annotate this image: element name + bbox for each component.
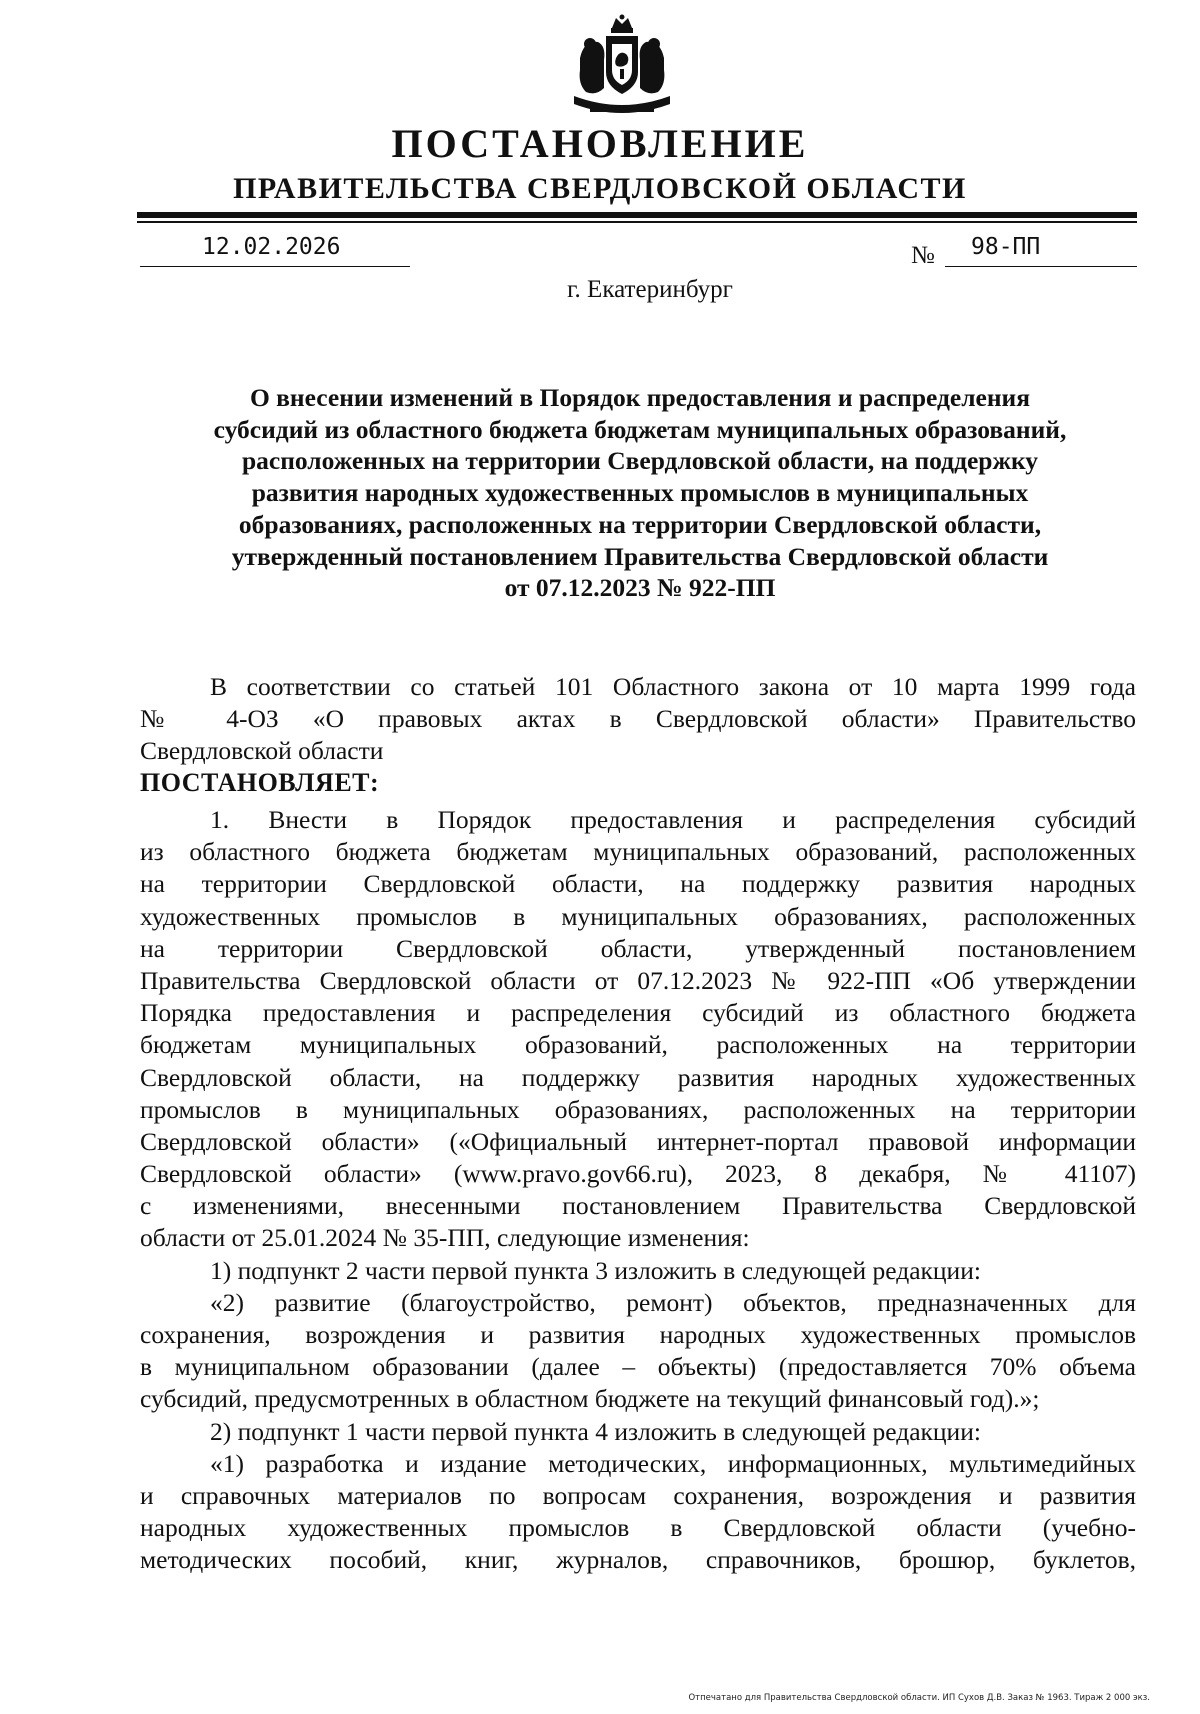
body-line: 2) подпункт 1 части первой пункта 4 изложить в следующей редакции: [210, 1416, 981, 1446]
heading-line: от 07.12.2023 № 922-ПП [504, 573, 776, 603]
print-note: Отпечатано для Правительства Свердловской области. ИП Сухов Д.В. Заказ № 1963. Тираж 2 000 экз. [688, 1693, 1150, 1703]
heading-line: О внесении изменений в Порядок предоставления и распределения [249, 383, 1031, 412]
number-label: № [911, 242, 935, 269]
document-number: 98-ПП [971, 234, 1041, 260]
number-field [945, 232, 1137, 267]
body-line: на территории Свердловской области, утвержденный постановлением [140, 933, 1136, 963]
decree-body [140, 804, 1136, 1577]
header-divider-thin [137, 221, 1137, 223]
document-subtitle: ПРАВИТЕЛЬСТВА СВЕРДЛОВСКОЙ ОБЛАСТИ [233, 172, 967, 205]
body-line: и справочных материалов по вопросам сохранения, возрождения и развития [140, 1480, 1136, 1510]
body-line: методических пособий, книг, журналов, справочников, брошюр, буклетов, [140, 1545, 1136, 1575]
document-date: 12.02.2026 [202, 234, 341, 260]
body-line: из областного бюджета бюджетам муниципальных образований, расположенных [140, 837, 1136, 867]
preamble-line: Свердловской области [140, 736, 384, 766]
body-line: в муниципальном образовании (далее – объекты) (предоставляется 70% объема [140, 1352, 1136, 1382]
body-line: 1) подпункт 2 части первой пункта 3 изложить в следующей редакции: [210, 1255, 981, 1285]
body-line: субсидий, предусмотренных в областном бюджете на текущий финансовый год).»; [140, 1384, 1040, 1414]
preamble-line: № 4-ОЗ «О правовых актах в Свердловской области» Правительство [140, 704, 1136, 734]
date-field [140, 232, 410, 267]
body-line: промыслов в муниципальных образованиях, расположенных на территории [140, 1094, 1136, 1124]
preamble [140, 671, 1136, 768]
heading-line: образованиях, расположенных на территории Свердловской области, [238, 509, 1042, 539]
body-line: Правительства Свердловской области от 07.12.2023 № 922-ПП «Об утверждении [140, 965, 1136, 995]
preamble-line: В соответствии со статьей 101 Областного закона от 10 марта 1999 года [210, 672, 1136, 701]
body-line: области от 25.01.2024 № 35-ПП, следующие изменения: [140, 1223, 750, 1253]
header-divider-thick [137, 212, 1137, 218]
body-line: «1) разработка и издание методических, информационных, мультимедийных [210, 1448, 1136, 1478]
body-line: Свердловской области» (www.pravo.gov66.ru), 2023, 8 декабря, № 41107) [140, 1159, 1136, 1189]
body-line: «2) развитие (благоустройство, ремонт) объектов, предназначенных для [210, 1287, 1136, 1317]
heading-line: развития народных художественных промыслов в муниципальных [251, 478, 1029, 508]
body-line: на территории Свердловской области, на поддержку развития народных [140, 869, 1136, 899]
document-heading [140, 382, 1140, 604]
city-line: г. Екатеринбург [567, 276, 733, 303]
body-line: 1. Внести в Порядок предоставления и распределения субсидий [210, 805, 1136, 834]
body-line: Свердловской области» («Официальный интернет-портал правовой информации [140, 1126, 1136, 1156]
heading-line: расположенных на территории Свердловской области, на поддержку [241, 446, 1039, 476]
body-line: художественных промыслов в муниципальных образованиях, расположенных [140, 901, 1136, 931]
body-line: с изменениями, внесенными постановлением Правительства Свердловской [140, 1191, 1136, 1221]
document-title: ПОСТАНОВЛЕНИЕ [391, 121, 809, 166]
body-line: Порядка предоставления и распределения субсидий из областного бюджета [140, 998, 1136, 1028]
decree-word: ПОСТАНОВЛЯЕТ: [140, 768, 380, 797]
sverdlovsk-coat-of-arms-icon [560, 14, 684, 122]
heading-line: утвержденный постановлением Правительства Свердловской области [231, 541, 1049, 571]
heading-line: субсидий из областного бюджета бюджетам муниципальных образований, [213, 414, 1067, 444]
body-line: сохранения, возрождения и развития народных художественных промыслов [140, 1320, 1136, 1349]
body-line: бюджетам муниципальных образований, расположенных на территории [140, 1030, 1136, 1060]
body-line: Свердловской области, на поддержку развития народных художественных [140, 1062, 1136, 1092]
body-line: народных художественных промыслов в Свердловской области (учебно- [140, 1513, 1136, 1543]
